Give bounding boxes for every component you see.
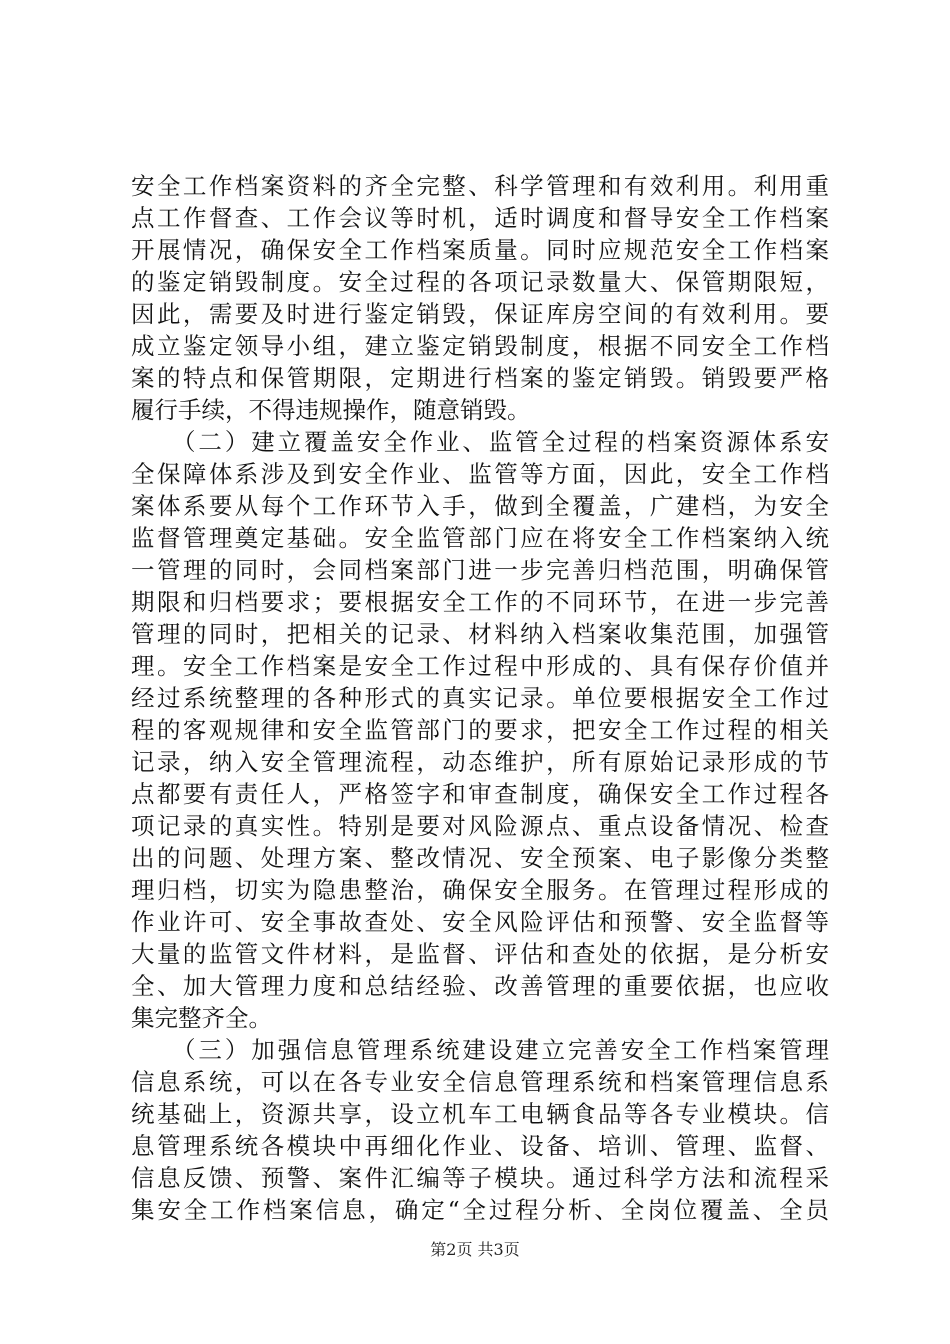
text-line: 记录，纳入安全管理流程，动态维护，所有原始记录形成的节 bbox=[131, 748, 829, 776]
text-line: 信息系统，可以在各专业安全信息管理系统和档案管理信息系 bbox=[131, 1068, 829, 1096]
text-line: 点都要有责任人，严格签字和审查制度，确保安全工作过程各 bbox=[131, 780, 829, 808]
text-line: 安全工作档案资料的齐全完整、科学管理和有效利用。利用重 bbox=[131, 172, 829, 200]
text-line: 项记录的真实性。特别是要对风险源点、重点设备情况、检查 bbox=[131, 812, 829, 840]
text-line: 大量的监管文件材料，是监督、评估和查处的依据，是分析安 bbox=[131, 940, 829, 968]
text-line: 履行手续，不得违规操作，随意销毁。 bbox=[131, 396, 531, 424]
text-line: 管理的同时，把相关的记录、材料纳入档案收集范围，加强管 bbox=[131, 620, 829, 648]
text-line: 的鉴定销毁制度。安全过程的各项记录数量大、保管期限短， bbox=[131, 268, 829, 296]
text-line: 一管理的同时，会同档案部门进一步完善归档范围，明确保管 bbox=[131, 556, 829, 584]
text-line: 统基础上，资源共享，设立机车工电辆食品等各专业模块。信 bbox=[131, 1100, 829, 1128]
text-line: 信息反馈、预警、案件汇编等子模块。通过科学方法和流程采 bbox=[131, 1164, 829, 1192]
body-text bbox=[131, 170, 829, 1226]
text-line: 作业许可、安全事故查处、安全风险评估和预警、安全监督等 bbox=[131, 908, 829, 936]
text-line: 点工作督查、工作会议等时机，适时调度和督导安全工作档案 bbox=[131, 204, 829, 232]
text-line: （二）建立覆盖安全作业、监管全过程的档案资源体系安 bbox=[131, 428, 829, 456]
text-line: 经过系统整理的各种形式的真实记录。单位要根据安全工作过 bbox=[131, 684, 829, 712]
text-line: 成立鉴定领导小组，建立鉴定销毁制度，根据不同安全工作档 bbox=[131, 332, 829, 360]
text-line: 出的问题、处理方案、整改情况、安全预案、电子影像分类整 bbox=[131, 844, 829, 872]
text-line: 全、加大管理力度和总结经验、改善管理的重要依据，也应收 bbox=[131, 972, 829, 1000]
text-line: 案的特点和保管期限，定期进行档案的鉴定销毁。销毁要严格 bbox=[131, 364, 829, 392]
text-line: 集完整齐全。 bbox=[131, 1004, 272, 1032]
text-line: 因此，需要及时进行鉴定销毁，保证库房空间的有效利用。要 bbox=[131, 300, 829, 328]
text-line: 案体系要从每个工作环节入手，做到全覆盖，广建档，为安全 bbox=[131, 492, 829, 520]
text-line: 全保障体系涉及到安全作业、监管等方面，因此，安全工作档 bbox=[131, 460, 829, 488]
text-line: 理。安全工作档案是安全工作过程中形成的、具有保存价值并 bbox=[131, 652, 829, 680]
text-line: 开展情况，确保安全工作档案质量。同时应规范安全工作档案 bbox=[131, 236, 829, 264]
text-line: 理归档，切实为隐患整治，确保安全服务。在管理过程形成的 bbox=[131, 876, 829, 904]
text-line: 集安全工作档案信息，确定“全过程分析、全岗位覆盖、全员 bbox=[131, 1196, 829, 1224]
text-line: （三）加强信息管理系统建设建立完善安全工作档案管理 bbox=[131, 1036, 829, 1064]
text-line: 监督管理奠定基础。安全监管部门应在将安全工作档案纳入统 bbox=[131, 524, 829, 552]
text-line: 期限和归档要求；要根据安全工作的不同环节，在进一步完善 bbox=[131, 588, 829, 616]
text-line: 程的客观规律和安全监管部门的要求，把安全工作过程的相关 bbox=[131, 716, 829, 744]
page-footer: 第2页 共3页 bbox=[430, 1240, 520, 1259]
text-line: 息管理系统各模块中再细化作业、设备、培训、管理、监督、 bbox=[131, 1132, 829, 1160]
